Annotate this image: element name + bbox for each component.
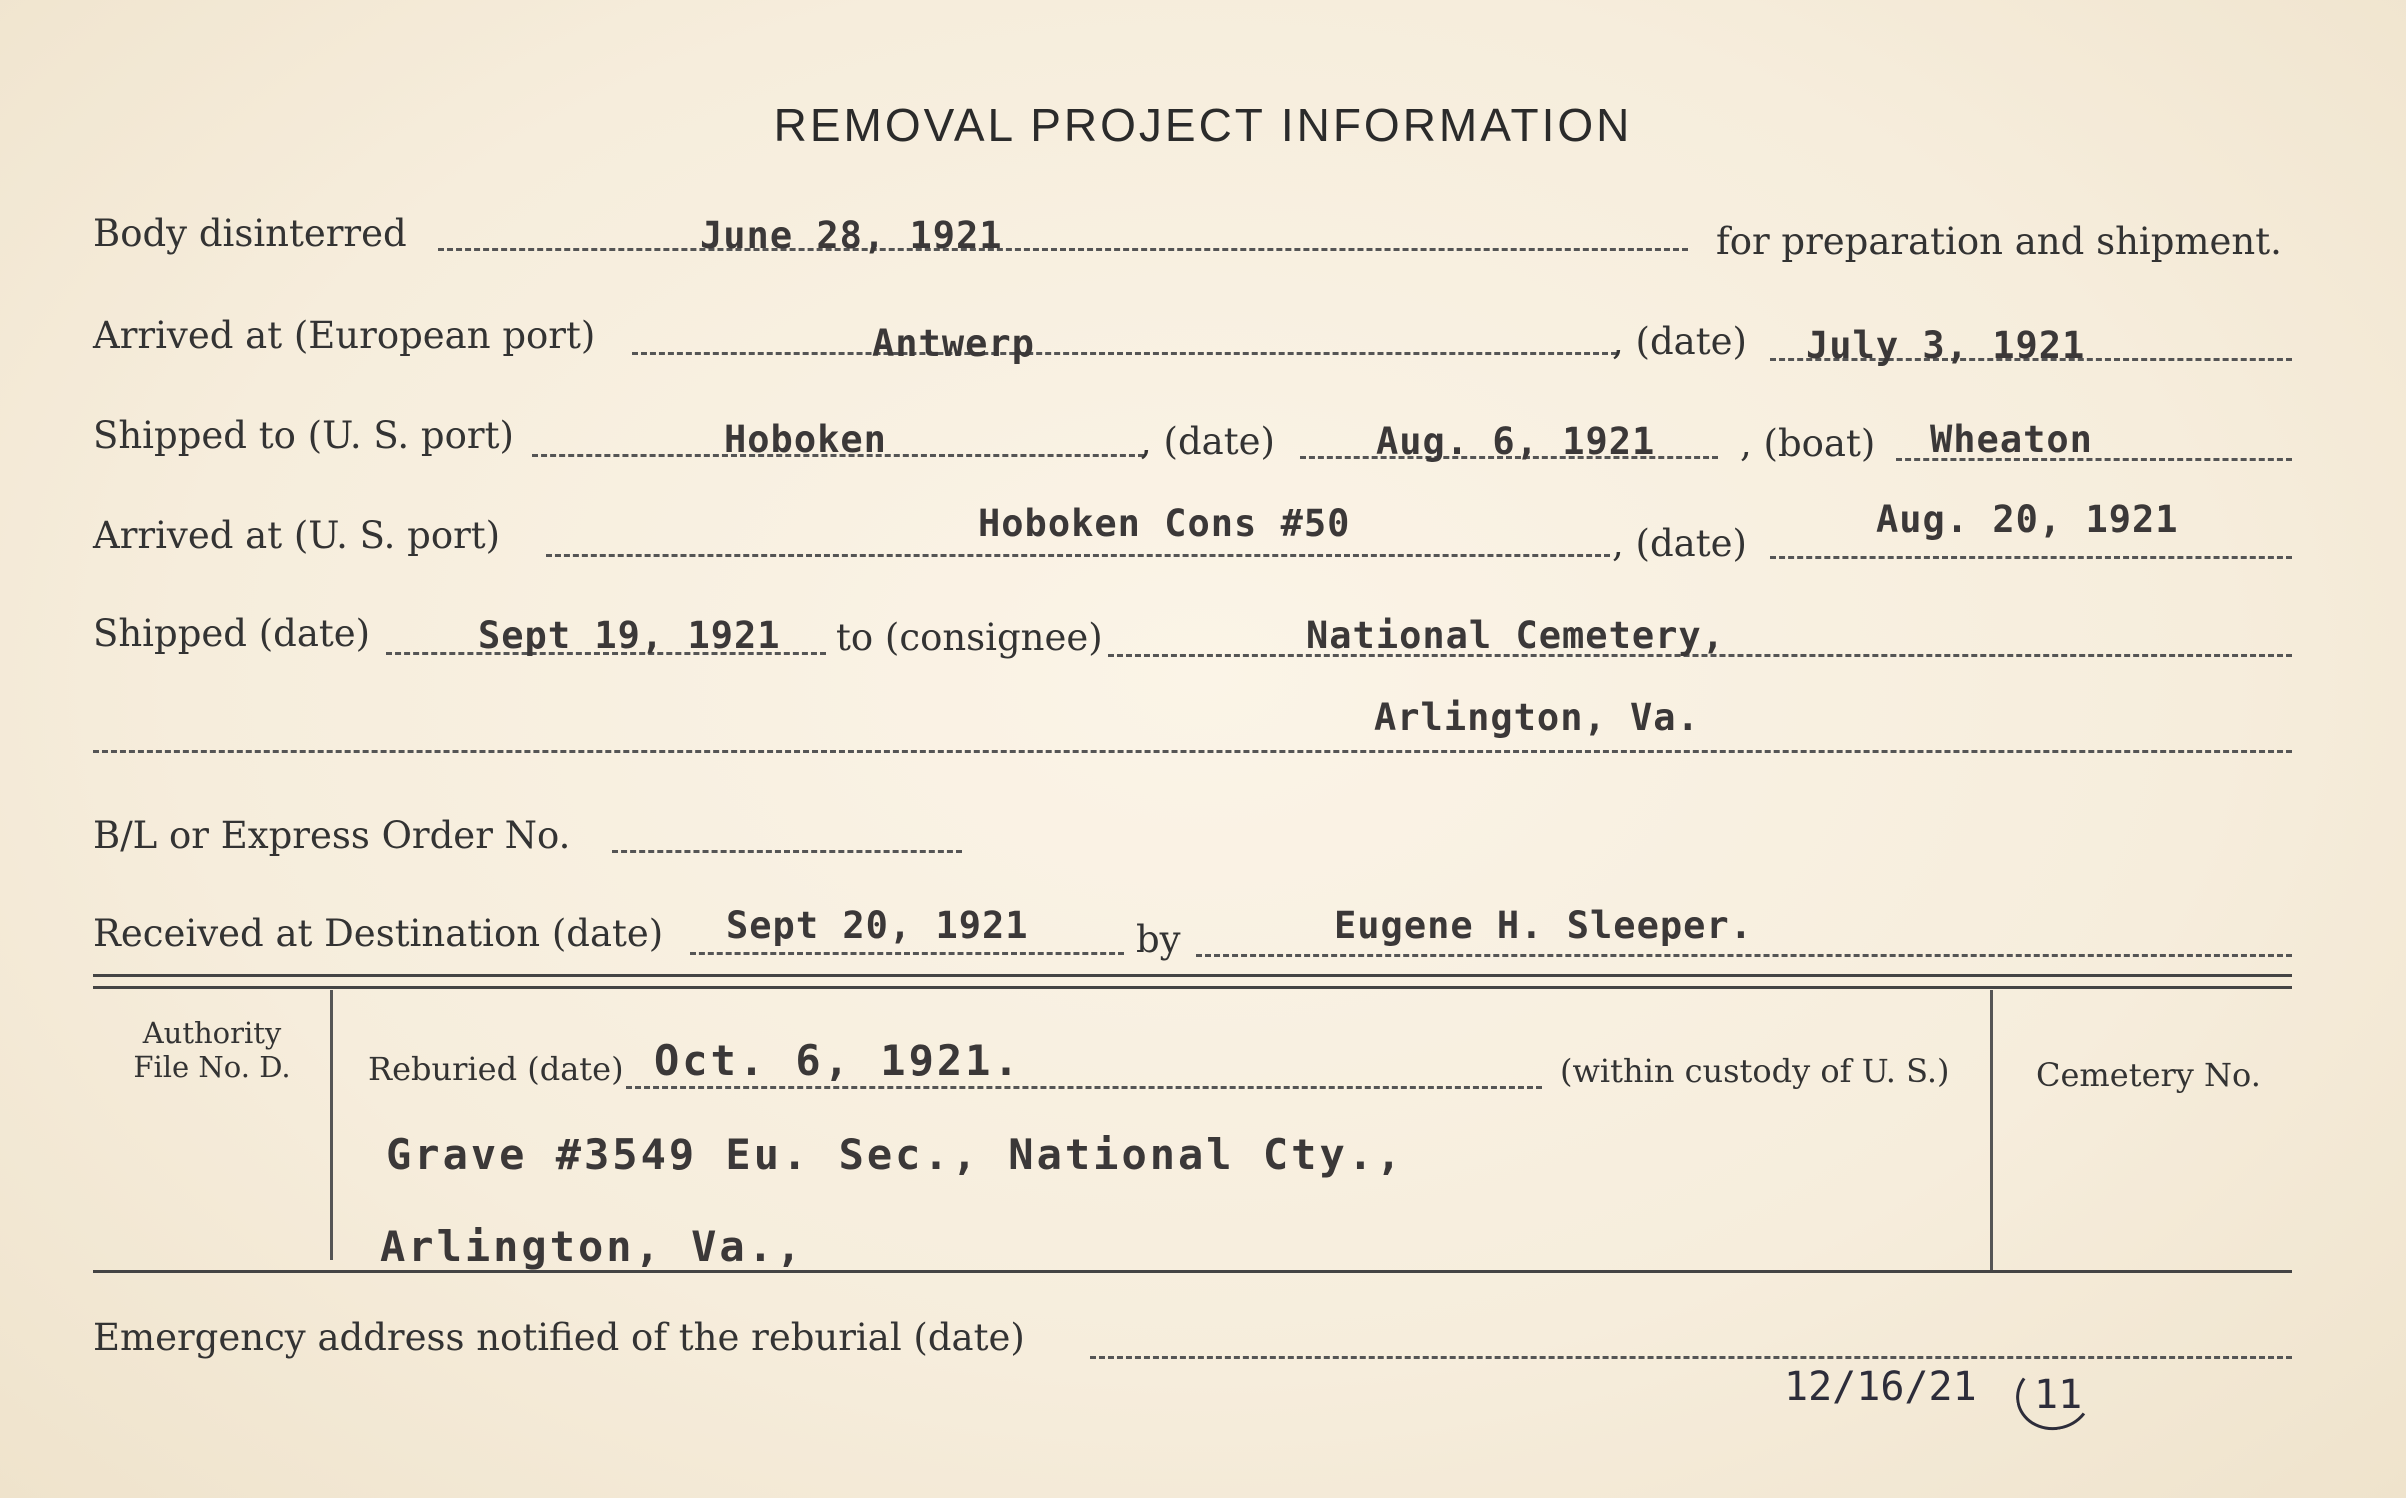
boat-value: Wheaton	[1930, 418, 2093, 461]
shipped-row5-value: Sept 19, 1921	[478, 614, 781, 657]
box-top-rule-1	[93, 974, 2292, 977]
authority-label-line-1: Authority	[142, 1016, 282, 1050]
body-disinterred-label: Body disinterred	[93, 212, 407, 255]
us-port-shipped-value: Hoboken	[724, 418, 887, 461]
bl-order-line	[612, 850, 962, 853]
arrived-date-line	[1770, 556, 2292, 559]
boat-label: , (boat)	[1740, 422, 1876, 465]
emergency-address-label: Emergency address notified of the reburial (date)	[93, 1316, 1025, 1359]
box-divider-left	[330, 990, 333, 1260]
box-divider-right	[1990, 990, 1993, 1270]
reburied-line	[626, 1086, 1542, 1089]
body-disinterred-line	[438, 248, 1688, 251]
consignee-value-1: National Cemetery,	[1306, 614, 1725, 657]
european-port-value: Antwerp	[872, 322, 1035, 365]
authority-file-label	[112, 1016, 312, 1084]
bl-order-label: B/L or Express Order No.	[93, 814, 571, 857]
grave-value-line-1: Grave #3549 Eu. Sec., National Cty.,	[386, 1130, 1405, 1179]
emergency-date-value: 12/16/21	[1784, 1364, 1977, 1410]
body-disinterred-value: June 28, 1921	[700, 214, 1003, 257]
by-label: by	[1136, 918, 1181, 961]
cemetery-no-label: Cemetery No.	[2036, 1056, 2261, 1094]
us-port-shipped-label: Shipped to (U. S. port)	[93, 414, 514, 457]
by-line	[1196, 954, 2292, 957]
preparation-shipment-label: for preparation and shipment.	[1716, 220, 2282, 263]
arrived-date-label: , (date)	[1612, 522, 1747, 565]
clerk-initials: 11	[2034, 1372, 2083, 1418]
european-port-line	[632, 352, 1617, 355]
european-date-value: July 3, 1921	[1806, 324, 2086, 367]
us-port-arrived-label: Arrived at (U. S. port)	[93, 514, 501, 557]
consignee-label: to (consignee)	[836, 616, 1103, 659]
reburied-value: Oct. 6, 1921.	[654, 1036, 1022, 1085]
custody-label: (within custody of U. S.)	[1560, 1052, 1950, 1090]
shipped-date-value: Aug. 6, 1921	[1376, 420, 1656, 463]
reburied-label: Reburied (date)	[368, 1050, 624, 1088]
shipped-date-label-row5: Shipped (date)	[93, 612, 371, 655]
us-port-arrived-line	[546, 554, 1610, 557]
grave-value-line-2: Arlington, Va.,	[380, 1222, 805, 1271]
authority-label-line-2: File No. D.	[133, 1050, 291, 1084]
received-date-value: Sept 20, 1921	[726, 904, 1029, 947]
us-port-arrived-value: Hoboken Cons #50	[978, 502, 1351, 545]
arrived-date-value: Aug. 20, 1921	[1876, 498, 2179, 541]
european-date-label: , (date)	[1612, 320, 1747, 363]
initials-circle-mark	[2011, 1356, 2098, 1436]
received-destination-label: Received at Destination (date)	[93, 912, 664, 955]
consignee-value-2: Arlington, Va.	[1374, 696, 1700, 739]
box-top-rule-2	[93, 986, 2292, 989]
card-title: REMOVAL PROJECT INFORMATION	[773, 99, 1633, 151]
by-value: Eugene H. Sleeper.	[1334, 904, 1753, 947]
received-date-line	[690, 952, 1124, 955]
consignee-line-2	[93, 750, 2292, 753]
european-port-label: Arrived at (European port)	[93, 314, 596, 357]
emergency-address-line	[1090, 1356, 2292, 1359]
shipped-date-label: , (date)	[1140, 420, 1275, 463]
